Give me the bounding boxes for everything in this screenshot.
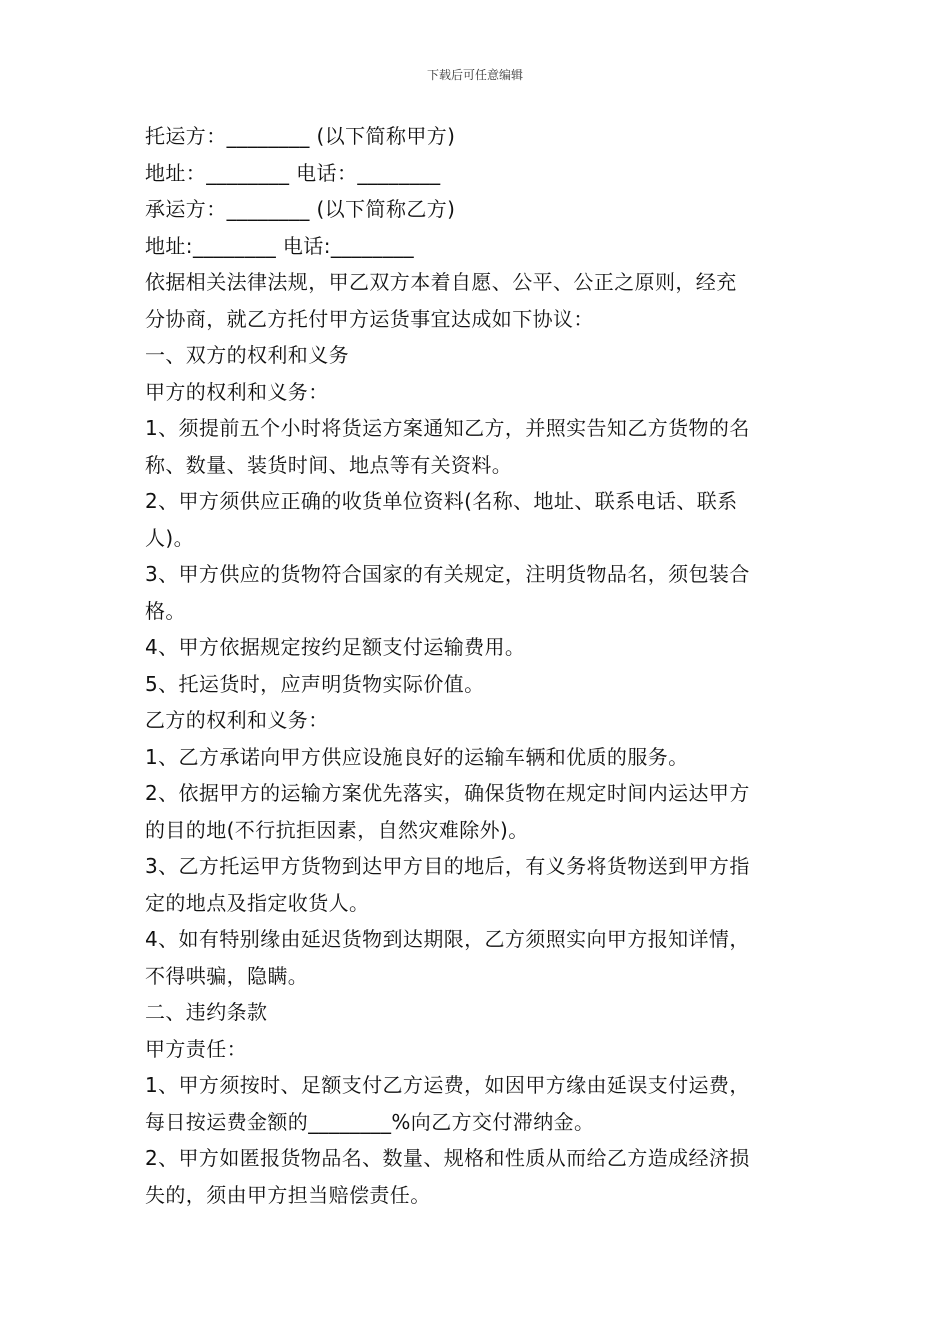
subsection-heading: 甲方责任： xyxy=(145,1036,247,1061)
clause-line: 1、甲方须按时、足额支付乙方运费，如因甲方缘由延误支付运费， xyxy=(145,1073,750,1097)
clause-line: 5、托运货时，应声明货物实际价值。 xyxy=(145,671,485,696)
clause-line: 4、如有特别缘由延迟货物到达期限，乙方须照实向甲方报知详情， xyxy=(145,927,750,951)
clause-line: 2、甲方如匿报货物品名、数量、规格和性质从而给乙方造成经济损 xyxy=(145,1146,750,1170)
clause-line: 称、数量、装货时间、地点等有关资料。 xyxy=(145,452,513,477)
shipper-address-line: 地址：________ 电话：________ xyxy=(145,160,441,185)
clause-line: 2、依据甲方的运输方案优先落实，确保货物在规定时间内运达甲方 xyxy=(145,781,750,805)
clause-line: 1、乙方承诺向甲方供应设施良好的运输车辆和优质的服务。 xyxy=(145,744,689,769)
clause-line: 人)。 xyxy=(145,525,195,550)
clause-line: 定的地点及指定收货人。 xyxy=(145,890,370,915)
clause-line: 失的，须由甲方担当赔偿责任。 xyxy=(145,1182,431,1207)
clause-line: 3、甲方供应的货物符合国家的有关规定，注明货物品名，须包装合 xyxy=(145,562,750,586)
carrier-line: 承运方：________ (以下简称乙方) xyxy=(145,197,456,221)
subsection-heading: 乙方的权利和义务： xyxy=(145,708,329,732)
section-heading: 一、双方的权利和义务 xyxy=(145,343,349,367)
clause-line: 4、甲方依据规定按约足额支付运输费用。 xyxy=(145,635,526,659)
carrier-address-line: 地址:________ 电话:________ xyxy=(145,233,415,258)
clause-line: 3、乙方托运甲方货物到达甲方目的地后，有义务将货物送到甲方指 xyxy=(145,854,750,878)
clause-line: 每日按运费金额的________%向乙方交付滞纳金。 xyxy=(145,1109,595,1134)
clause-line: 2、甲方须供应正确的收货单位资料(名称、地址、联系电话、联系 xyxy=(145,489,738,513)
preamble-line: 依据相关法律法规，甲乙双方本着自愿、公平、公正之原则，经充 xyxy=(145,270,737,294)
clause-line: 不得哄骗，隐瞒。 xyxy=(145,963,309,988)
document-body xyxy=(145,118,810,1213)
page-header: 下载后可任意编辑 xyxy=(426,68,523,82)
shipper-line: 托运方：________ (以下简称甲方) xyxy=(145,124,456,148)
clause-line: 格。 xyxy=(145,598,186,623)
section-heading: 二、违约条款 xyxy=(145,1000,268,1024)
preamble-line: 分协商，就乙方托付甲方运货事宜达成如下协议： xyxy=(145,306,594,331)
clause-line: 的目的地(不行抗拒因素，自然灾难除外)。 xyxy=(145,817,529,842)
subsection-heading: 甲方的权利和义务： xyxy=(145,379,329,404)
clause-line: 1、须提前五个小时将货运方案通知乙方，并照实告知乙方货物的名 xyxy=(145,416,750,440)
